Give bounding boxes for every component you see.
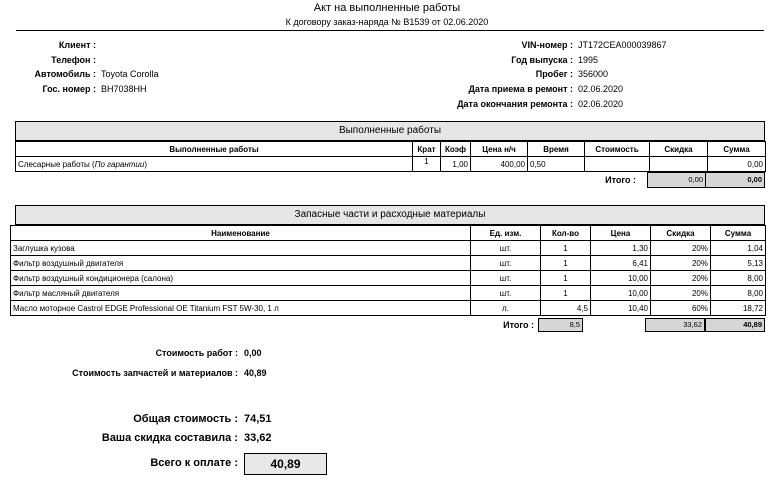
works-col-discount: Скидка: [650, 142, 708, 157]
header-divider: [16, 30, 764, 31]
works-col-time: Время: [528, 142, 585, 157]
parts-cost-label: Стоимость запчастей и материалов :: [72, 368, 238, 378]
parts-col-qty: Кол-во: [541, 226, 591, 241]
part-discount: 20%: [651, 241, 711, 256]
part-sum: 18,72: [711, 301, 766, 316]
part-name: Масло моторное Castrol EDGE Professional OE Titanium FST 5W-30, 1 л: [11, 301, 471, 316]
work-time: 0,50: [528, 157, 585, 172]
pay-label: Всего к оплате :: [150, 457, 238, 469]
total-cost-value: 74,51: [244, 413, 272, 425]
parts-col-name: Наименование: [11, 226, 471, 241]
part-sum: 1,04: [711, 241, 766, 256]
parts-total-label: Итого :: [503, 320, 534, 330]
year-value: 1995: [578, 55, 599, 65]
parts-col-unit: Ед. изм.: [471, 226, 541, 241]
part-unit: шт.: [471, 286, 541, 301]
part-sum: 5,13: [711, 256, 766, 271]
work-cost-value: 0,00: [244, 348, 262, 358]
plate-value: BH7038HH: [101, 84, 147, 94]
parts-col-sum: Сумма: [711, 226, 766, 241]
part-sum: 8,00: [711, 271, 766, 286]
part-unit: шт.: [471, 271, 541, 286]
car-label: Автомобиль :: [34, 69, 96, 79]
repair-start-label: Дата приема в ремонт :: [468, 84, 573, 94]
client-label: Клиент :: [58, 40, 96, 50]
works-col-price: Цена н/ч: [471, 142, 528, 157]
part-unit: шт.: [471, 256, 541, 271]
vin-value: JT172CEA000039867: [578, 40, 667, 50]
parts-cost-value: 40,89: [244, 368, 267, 378]
part-name: Фильтр воздушный двигателя: [11, 256, 471, 271]
work-koef: 1,00: [441, 157, 471, 172]
discount-value: 33,62: [244, 432, 272, 444]
parts-table: [10, 225, 766, 316]
parts-col-price: Цена: [591, 226, 651, 241]
part-qty: 1: [541, 256, 591, 271]
document-title: Акт на выполненные работы: [313, 2, 461, 14]
parts-col-discount: Скидка: [651, 226, 711, 241]
part-unit: л.: [471, 301, 541, 316]
table-row: [16, 157, 766, 172]
discount-label: Ваша скидка составила :: [101, 432, 238, 444]
table-row: [11, 256, 766, 271]
table-row: [11, 286, 766, 301]
part-price: 10,40: [591, 301, 651, 316]
phone-label: Телефон :: [51, 55, 96, 65]
part-discount: 20%: [651, 286, 711, 301]
parts-total-discount: 33,62: [645, 318, 705, 332]
total-cost-label: Общая стоимость :: [133, 413, 238, 425]
works-total-label: Итого :: [605, 175, 636, 185]
car-value: Toyota Corolla: [101, 69, 159, 79]
works-section-title: Выполненные работы: [15, 121, 765, 141]
work-cost: [585, 157, 650, 172]
works-col-krat: Крат: [413, 142, 441, 157]
repair-end-value: 02.06.2020: [578, 99, 624, 109]
table-row: [11, 241, 766, 256]
works-table: [15, 141, 766, 172]
work-krat: 1: [413, 157, 441, 172]
part-price: 1,30: [591, 241, 651, 256]
work-cost-label: Стоимость работ :: [155, 348, 238, 358]
plate-label: Гос. номер :: [42, 84, 96, 94]
part-price: 10,00: [591, 286, 651, 301]
part-price: 6,41: [591, 256, 651, 271]
work-price: 400,00: [471, 157, 528, 172]
works-col-sum: Сумма: [708, 142, 766, 157]
mileage-value: 356000: [578, 69, 609, 79]
part-qty: 1: [541, 241, 591, 256]
pay-value: 40,89: [244, 453, 327, 475]
work-discount: [650, 157, 708, 172]
works-col-koef: Коэф: [441, 142, 471, 157]
part-unit: шт.: [471, 241, 541, 256]
vin-label: VIN-номер :: [521, 40, 573, 50]
part-qty: 1: [541, 271, 591, 286]
table-row: [11, 271, 766, 286]
part-discount: 20%: [651, 256, 711, 271]
parts-total-sum: 40,89: [705, 318, 765, 332]
works-total-discount: 0,00: [647, 172, 706, 188]
work-name: Слесарные работы (По гарантии): [16, 157, 413, 172]
part-name: Фильтр масляный двигателя: [11, 286, 471, 301]
year-label: Год выпуска :: [511, 55, 573, 65]
work-note: По гарантии: [94, 159, 145, 169]
part-qty: 4,5: [541, 301, 591, 316]
works-total-sum: 0,00: [705, 172, 765, 188]
works-header-row: [16, 142, 766, 157]
mileage-label: Пробег :: [535, 69, 573, 79]
part-discount: 20%: [651, 271, 711, 286]
part-price: 10,00: [591, 271, 651, 286]
part-discount: 60%: [651, 301, 711, 316]
parts-total-qty: 8,5: [538, 318, 583, 332]
parts-section-title: Запасные части и расходные материалы: [15, 205, 765, 225]
part-sum: 8,00: [711, 286, 766, 301]
document-subtitle: К договору заказ-наряда № B1539 от 02.06.2020: [285, 17, 489, 27]
part-name: Фильтр воздушный кондиционера (салона): [11, 271, 471, 286]
works-col-name: Выполненные работы: [16, 142, 413, 157]
work-sum: 0,00: [708, 157, 766, 172]
part-name: Заглушка кузова: [11, 241, 471, 256]
works-col-cost: Стоимость: [585, 142, 650, 157]
parts-header-row: [11, 226, 766, 241]
repair-end-label: Дата окончания ремонта :: [457, 99, 573, 109]
repair-start-value: 02.06.2020: [578, 84, 624, 94]
table-row: [11, 301, 766, 316]
part-qty: 1: [541, 286, 591, 301]
